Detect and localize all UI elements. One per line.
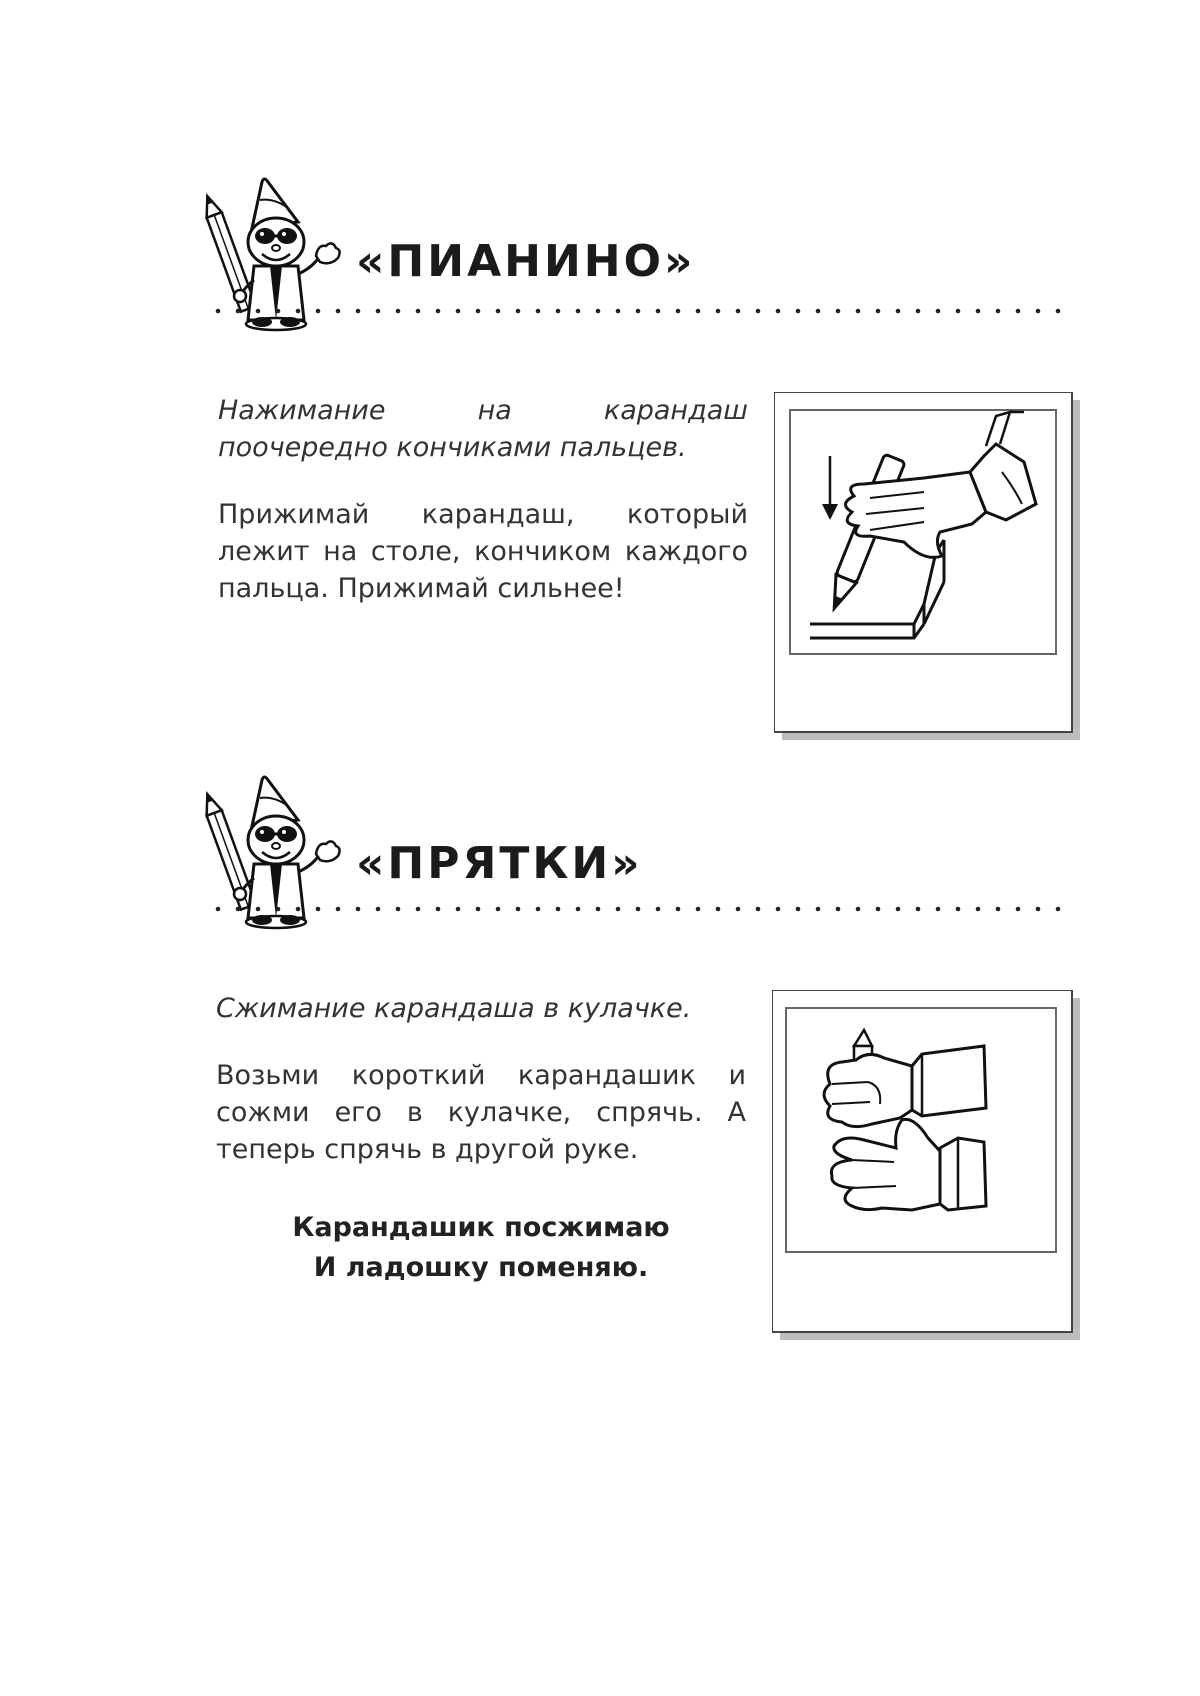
exercise-verse: [216, 1208, 746, 1288]
exercise-title: «ПИАНИНО»: [356, 236, 696, 287]
illustration-hand-squeezing-pencil: [772, 990, 1082, 1342]
exercise-instruction: Прижимай карандаш, который лежит на столе, кончиком каждого пальца. Прижимай сильнее!: [218, 499, 748, 604]
exercise-title: «ПРЯТКИ»: [356, 838, 643, 889]
exercise-subtitle: Сжимание карандаша в кулачке.: [216, 993, 692, 1024]
exercise-text: [218, 392, 748, 607]
exercise-instruction: Возьми короткий карандашик и сожми его в кулачке, спрячь. А теперь спрячь в другой руке.: [216, 1060, 746, 1165]
dotted-divider: [214, 904, 1070, 914]
exercise-subtitle: Нажимание на карандаш поочередно кончиками пальцев.: [218, 395, 748, 463]
verse-line: И ладошку поменяю.: [313, 1252, 649, 1283]
exercise-text: [216, 990, 746, 1288]
verse-line: Карандашик посжимаю: [292, 1212, 670, 1243]
illustration-hand-pressing-pencil: [774, 392, 1082, 742]
dotted-divider: [214, 306, 1070, 316]
